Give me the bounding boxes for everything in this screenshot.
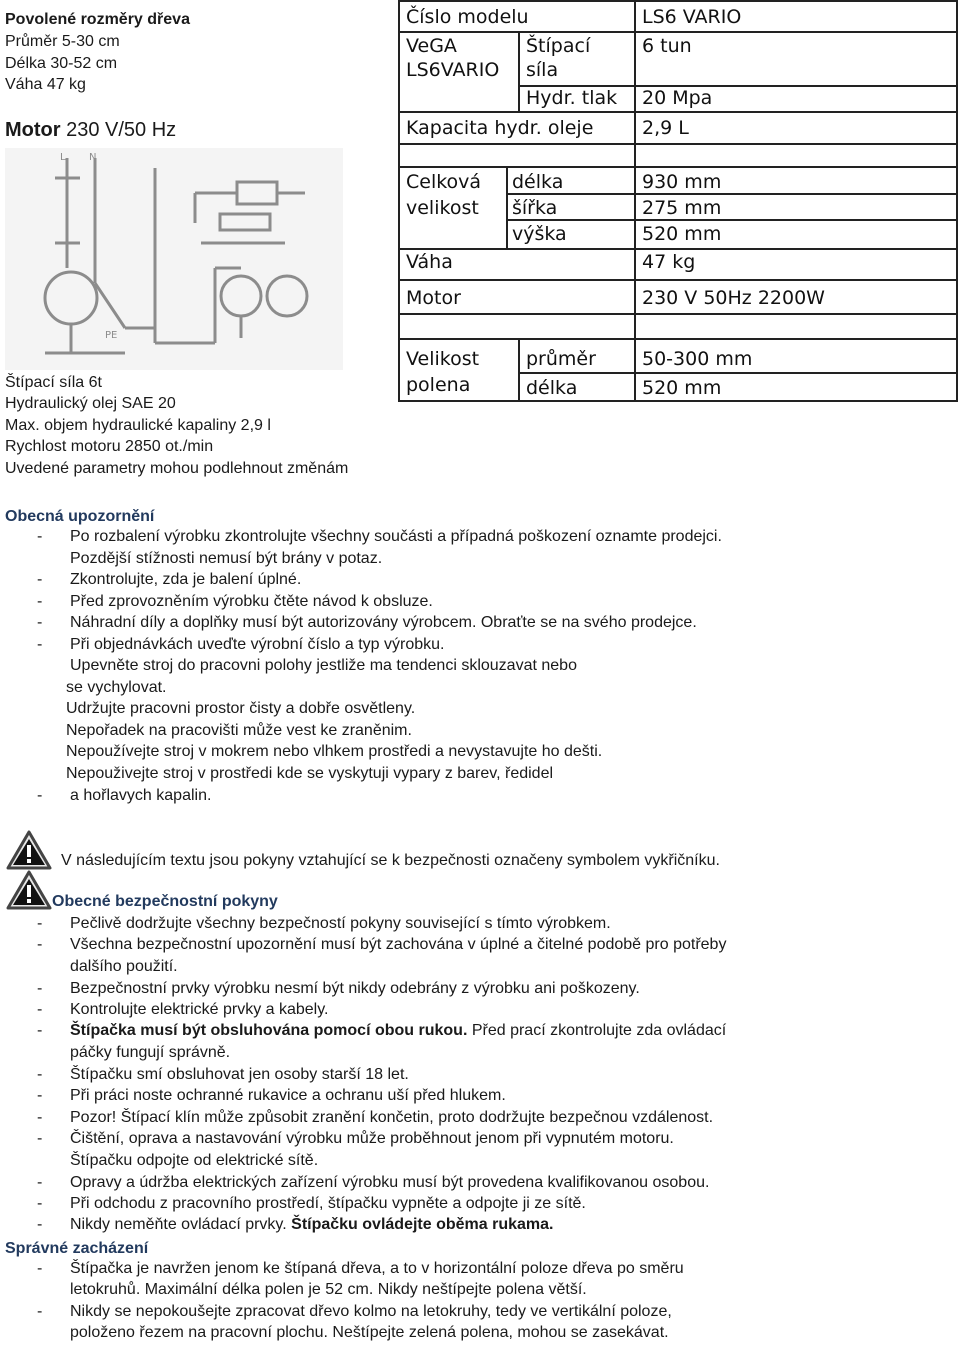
usage-heading: Správné zacházení xyxy=(5,1240,149,1257)
force-label-line1: Štípací xyxy=(526,35,591,57)
length-value: 930 mm xyxy=(642,171,722,193)
list-item: - Všechna bezpečnostní upozornění musí být zachována v úplné a čitelné podobě pro potřeby xyxy=(37,936,727,953)
brand-model: LS6VARIO xyxy=(406,59,500,81)
svg-text:N: N xyxy=(89,152,97,163)
motor-label: Motor xyxy=(5,119,61,141)
length-spec: Délka 30-52 cm xyxy=(5,55,118,72)
list-item-continuation: Štípačku odpojte od elektrické sítě. xyxy=(70,1152,319,1169)
diameter-spec: Průměr 5-30 cm xyxy=(5,33,120,50)
model-label: Číslo modelu xyxy=(406,6,529,28)
brand-name: VeGA xyxy=(406,35,457,57)
list-item: - Čištění, oprava a nastavování výrobku může proběhnout jenom při vypnutém motoru. xyxy=(37,1130,674,1147)
model-value: LS6 VARIO xyxy=(642,6,742,28)
paragraph-line: Upevněte stroj do pracovni polohy jestliže ma tendenci sklouzavat nebo xyxy=(70,657,577,674)
oil-capacity-spec: Max. objem hydraulické kapaliny 2,9 l xyxy=(5,417,271,434)
oil-capacity-value: 2,9 L xyxy=(642,117,689,139)
list-item: - a hořlavych kapalin. xyxy=(37,787,212,804)
safety-heading: Obecné bezpečnostní pokyny xyxy=(52,893,278,910)
force-value: 6 tun xyxy=(642,35,692,57)
list-item-continuation: dalšího použití. xyxy=(70,958,178,975)
pressure-label: Hydr. tlak xyxy=(526,87,618,109)
size-label-line1: Celková xyxy=(406,171,482,193)
svg-text:PE: PE xyxy=(105,330,118,341)
list-item: - Náhradní díly a doplňky musí být autorizovány výrobcem. Obraťte se na svého prodejce. xyxy=(37,614,697,631)
paragraph-line: Nepoužívejte stroj v mokrem nebo vlhkem prostředi a nevystavujte ho dešti. xyxy=(66,743,603,760)
width-value: 275 mm xyxy=(642,197,722,219)
paragraph-line: Udržujte pracovni prostor čisty a dobře osvětleny. xyxy=(66,700,416,717)
general-notices-heading: Obecná upozornění xyxy=(5,508,155,525)
splitting-force-spec: Štípací síla 6t xyxy=(5,374,102,391)
warning-triangle-icon xyxy=(6,870,52,910)
log-length-label: délka xyxy=(526,377,578,399)
size-label-line2: velikost xyxy=(406,197,479,219)
height-value: 520 mm xyxy=(642,223,722,245)
log-size-label-line1: Velikost xyxy=(406,348,480,370)
paragraph-line: Nepořadek na pracovišti může vest ke zraněnim. xyxy=(66,722,412,739)
list-item: - Při práci noste ochranné rukavice a ochranu uší před hlukem. xyxy=(37,1087,506,1104)
motor-label: Motor xyxy=(406,287,461,309)
list-item: - Kontrolujte elektrické prvky a kabely. xyxy=(37,1001,329,1018)
list-item: - Štípačka musí být obsluhována pomocí obou rukou. Před prací zkontrolujte zda ovládací xyxy=(37,1022,727,1039)
list-item: - Opravy a údržba elektrických zařízení výrobku musí být provedena kvalifikovanou osobou. xyxy=(37,1174,710,1191)
svg-text:L: L xyxy=(60,152,66,163)
weight-label: Váha xyxy=(406,251,453,273)
list-item: - Před zprovozněním výrobku čtěte návod k obsluze. xyxy=(37,593,433,610)
motor-spec xyxy=(5,120,176,142)
width-label: šířka xyxy=(512,197,558,219)
list-item: - Štípačka je navržen jenom ke štípaná dřeva, a to v horizontální poloze dřeva po směru xyxy=(37,1260,684,1277)
list-item: - Pečlivě dodržujte všechny bezpečností pokyny související s tímto výrobkem. xyxy=(37,915,611,932)
list-item: - Nikdy neměňte ovládací prvky. Štípačku ovládejte oběma rukama. xyxy=(37,1216,554,1233)
log-size-label-line2: polena xyxy=(406,374,471,396)
log-diameter-label: průměr xyxy=(526,348,596,370)
paragraph-line: se vychylovat. xyxy=(66,679,167,696)
list-item: - Nikdy se nepokoušejte zpracovat dřevo kolmo na letokruhy, tedy ve vertikální poloze, xyxy=(37,1303,672,1320)
list-item-continuation: Pozdější stížnosti nemusí být brány v potaz. xyxy=(70,550,383,567)
warning-symbol-note: V následujícím textu jsou pokyny vztahující se k bezpečnosti označeny symbolem vykřičníku. xyxy=(61,852,720,869)
list-item: - Pozor! Štípací klín může způsobit zranění končetin, proto dodržujte bezpečnou vzdálenost. xyxy=(37,1109,714,1126)
list-item-continuation: letokruhů. Maximální délka polen je 52 cm. Nikdy neštípejte polena větší. xyxy=(70,1281,587,1298)
warning-triangle-icon xyxy=(6,830,52,870)
list-item: - Štípačku smí obsluhovat jen osoby starší 18 let. xyxy=(37,1066,409,1083)
motor-value: 230 V 50Hz 2200W xyxy=(642,287,825,309)
weight-spec: Váha 47 kg xyxy=(5,76,86,93)
list-item: - Zkontrolujte, zda je balení úplné. xyxy=(37,571,302,588)
motor-speed-spec: Rychlost motoru 2850 ot./min xyxy=(5,438,214,455)
paragraph-line: Nepouživejte stroj v prostředi kde se vyskytuji vypary z barev, ředidel xyxy=(66,765,554,782)
list-item: - Bezpečnostní prvky výrobku nesmí být nikdy odebrány z výrobku ani poškozeny. xyxy=(37,980,640,997)
list-item: - Po rozbalení výrobku zkontrolujte všechny součásti a případná poškození oznamte prodejci. xyxy=(37,528,722,545)
log-length-value: 520 mm xyxy=(642,377,722,399)
pressure-value: 20 Mpa xyxy=(642,87,713,109)
parameters-note: Uvedené parametry mohou podlehnout změnám xyxy=(5,460,349,477)
list-item-continuation: položeno řezem na pracovní plochu. Neštípejte zelená polena, mohou se zasekávat. xyxy=(70,1324,669,1341)
hydraulic-schematic-diagram xyxy=(5,148,343,370)
list-item: - Při objednávkách uveďte výrobní číslo a typ výrobku. xyxy=(37,636,445,653)
spec-table xyxy=(398,0,958,402)
oil-capacity-label: Kapacita hydr. oleje xyxy=(406,117,594,139)
length-label: délka xyxy=(512,171,564,193)
motor-value: 230 V/50 Hz xyxy=(60,119,177,141)
height-label: výška xyxy=(512,223,567,245)
force-label-line2: síla xyxy=(526,59,559,81)
list-item-continuation: páčky fungují správně. xyxy=(70,1044,231,1061)
hydraulic-oil-spec: Hydraulický olej SAE 20 xyxy=(5,395,176,412)
list-item: - Při odchodu z pracovního prostředí, štípačku vypněte a odpojte ji ze sítě. xyxy=(37,1195,586,1212)
allowed-dimensions-title: Povolené rozměry dřeva xyxy=(5,11,190,28)
weight-value: 47 kg xyxy=(642,251,696,273)
log-diameter-value: 50-300 mm xyxy=(642,348,753,370)
